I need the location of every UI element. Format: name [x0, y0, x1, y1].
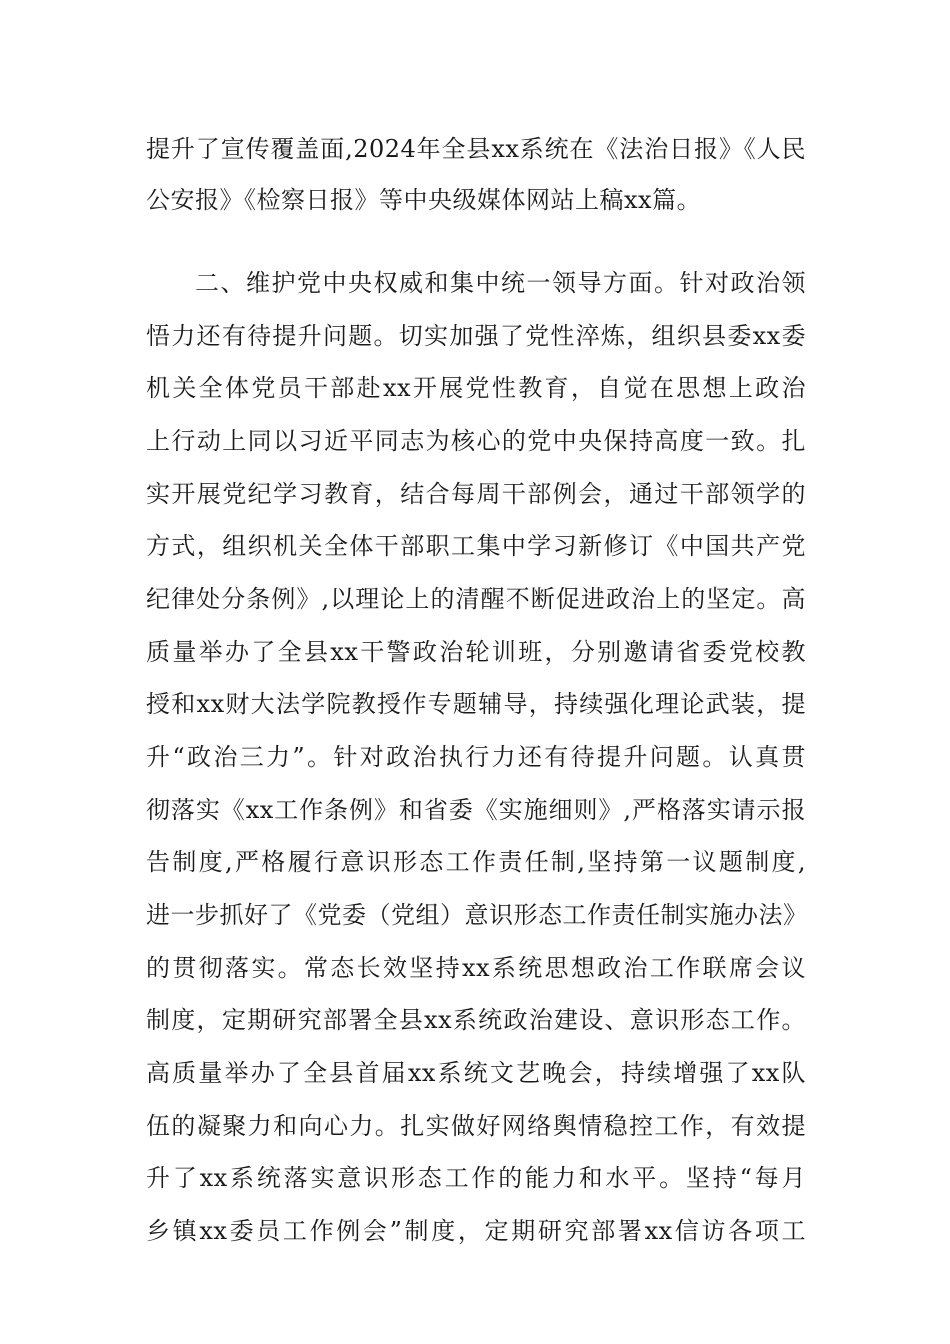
text-line: 上行动上同以习近平同志为核心的党中央保持高度一致。扎 [146, 427, 806, 455]
text-line: 高质量举办了全县首届xx系统文艺晚会，持续增强了xx队 [146, 1059, 806, 1087]
text-line: 提升了宣传覆盖面,2024年全县xx系统在《法治日报》《人民 [146, 135, 806, 163]
text-line: 纪律处分条例》,以理论上的清醒不断促进政治上的坚定。高 [146, 585, 806, 613]
text-line: 升了xx系统落实意识形态工作的能力和水平。坚持“每月 [146, 1164, 806, 1192]
text-line: 授和xx财大法学院教授作专题辅导，持续强化理论武装，提 [146, 690, 806, 718]
text-line: 进一步抓好了《党委（党组）意识形态工作责任制实施办法》 [146, 901, 808, 929]
text-line: 伍的凝聚力和向心力。扎实做好网络舆情稳控工作，有效提 [146, 1112, 806, 1140]
text-line: 实开展党纪学习教育，结合每周干部例会，通过干部领学的 [146, 480, 806, 508]
text-line: 制度，定期研究部署全县xx系统政治建设、意识形态工作。 [146, 1006, 806, 1034]
text-line: 的贯彻落实。常态长效坚持xx系统思想政治工作联席会议 [146, 954, 806, 982]
text-line: 质量举办了全县xx干警政治轮训班，分别邀请省委党校教 [146, 638, 806, 666]
text-line: 告制度,严格履行意识形态工作责任制,坚持第一议题制度, [146, 848, 806, 876]
text-line: 乡镇xx委员工作例会”制度，定期研究部署xx信访各项工 [146, 1217, 806, 1245]
text-line: 悟力还有待提升问题。切实加强了党性淬炼，组织县委xx委 [146, 322, 806, 350]
text-line: 机关全体党员干部赴xx开展党性教育，自觉在思想上政治 [146, 374, 806, 402]
text-line: 方式，组织机关全体干部职工集中学习新修订《中国共产党 [146, 532, 806, 560]
text-line: 彻落实《xx工作条例》和省委《实施细则》,严格落实请示报 [146, 796, 806, 824]
text-line: 升“政治三力”。针对政治执行力还有待提升问题。认真贯 [146, 743, 806, 771]
text-line: 二、维护党中央权威和集中统一领导方面。针对政治领 [195, 269, 806, 297]
text-line: 公安报》《检察日报》等中央级媒体网站上稿xx篇。 [146, 186, 702, 214]
